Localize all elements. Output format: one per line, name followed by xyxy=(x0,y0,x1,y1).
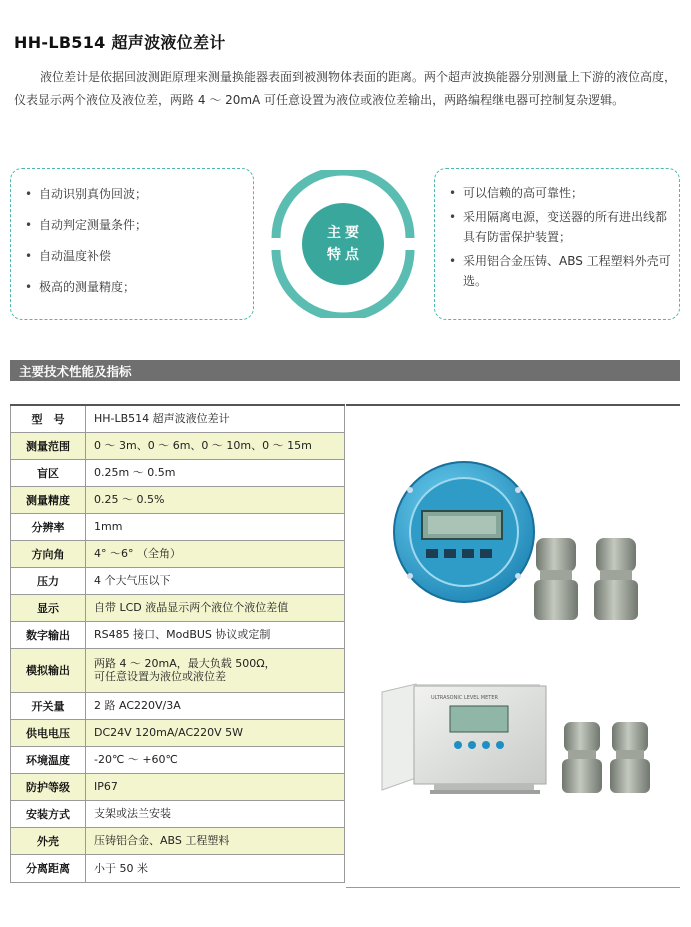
table-row xyxy=(11,648,345,692)
spec-label: 盲区 xyxy=(11,459,86,486)
ultrasonic-sensor-image xyxy=(610,722,650,793)
table-row xyxy=(11,459,345,486)
section-heading: 主要技术性能及指标 xyxy=(19,364,132,379)
spec-label: 数字输出 xyxy=(11,621,86,648)
spec-table xyxy=(10,404,345,883)
spec-value: 0 ～ 3m、0 ～ 6m、0 ～ 10m、0 ～ 15m xyxy=(86,432,345,459)
table-row xyxy=(11,567,345,594)
spec-label: 模拟输出 xyxy=(11,648,86,692)
features-center-badge xyxy=(302,203,384,285)
table-row xyxy=(11,513,345,540)
table-row xyxy=(11,719,345,746)
table-row xyxy=(11,773,345,800)
table-row xyxy=(11,486,345,513)
table-row xyxy=(11,540,345,567)
spec-value: HH-LB514 超声波液位差计 xyxy=(86,405,345,432)
spec-label: 测量范围 xyxy=(11,432,86,459)
spec-label: 方向角 xyxy=(11,540,86,567)
spec-value: RS485 接口、ModBUS 协议或定制 xyxy=(86,621,345,648)
spec-value: 4 个大气压以下 xyxy=(86,567,345,594)
table-row xyxy=(11,746,345,773)
spec-label: 型 号 xyxy=(11,405,86,432)
table-row xyxy=(11,827,345,854)
spec-value: 支架或法兰安装 xyxy=(86,800,345,827)
spec-label: 供电电压 xyxy=(11,719,86,746)
spec-label: 分辨率 xyxy=(11,513,86,540)
spec-label: 外壳 xyxy=(11,827,86,854)
ultrasonic-sensor-image xyxy=(534,538,578,620)
features-left-card xyxy=(10,168,254,320)
spec-value: 4° ～6° （全角） xyxy=(86,540,345,567)
table-row xyxy=(11,692,345,719)
spec-value: IP67 xyxy=(86,773,345,800)
spec-label: 分离距离 xyxy=(11,854,86,882)
features-center-line1: 主要 xyxy=(327,225,363,241)
ultrasonic-sensor-image xyxy=(594,538,638,620)
spec-label: 测量精度 xyxy=(11,486,86,513)
product-photos-panel xyxy=(346,404,680,888)
intro-paragraph: 液位差计是依据回波测距原理来测量换能器表面到被测物体表面的距离。两个超声波换能器分别测量上下游的液位高度，仪表显示两个液位及液位差，两路 4 ～ 20mA 可任意设置为液位或液位差输出，两路编程继电器可控制复杂逻辑。 xyxy=(14,70,677,107)
ultrasonic-sensor-image xyxy=(562,722,602,793)
round-meter-image xyxy=(394,462,534,602)
feature-item: • 自动温度补偿 xyxy=(25,247,253,265)
spec-value: 小于 50 米 xyxy=(86,854,345,882)
feature-item: • 自动识别真伪回波； xyxy=(25,185,253,203)
table-row xyxy=(11,405,345,432)
table-row xyxy=(11,594,345,621)
spec-value: 自带 LCD 液晶显示两个液位个液位差值 xyxy=(86,594,345,621)
feature-item: • 极高的测量精度； xyxy=(25,278,253,296)
spec-label: 环境温度 xyxy=(11,746,86,773)
spec-label: 防护等级 xyxy=(11,773,86,800)
spec-label: 安装方式 xyxy=(11,800,86,827)
section-heading-bar xyxy=(10,360,680,381)
table-row xyxy=(11,432,345,459)
table-row xyxy=(11,800,345,827)
spec-value: 1mm xyxy=(86,513,345,540)
spec-value: -20℃ ～ +60℃ xyxy=(86,746,345,773)
spec-label: 显示 xyxy=(11,594,86,621)
spec-value-line1: 两路 4 ～ 20mA，最大负载 500Ω， xyxy=(94,657,276,670)
product-illustration xyxy=(346,406,680,888)
spec-value xyxy=(86,648,345,692)
page-title: HH-LB514 超声波液位差计 xyxy=(14,33,226,52)
wall-mount-meter-image xyxy=(382,684,546,794)
spec-label: 压力 xyxy=(11,567,86,594)
spec-value: 0.25 ～ 0.5% xyxy=(86,486,345,513)
spec-value: 2 路 AC220V/3A xyxy=(86,692,345,719)
table-row xyxy=(11,854,345,882)
feature-item: • 可以信赖的高可靠性； xyxy=(449,183,671,204)
feature-item: • 自动判定测量条件； xyxy=(25,216,253,234)
features-right-card xyxy=(434,168,680,320)
spec-value-line2: 可任意设置为液位或液位差 xyxy=(94,670,226,683)
spec-value: 0.25m ～ 0.5m xyxy=(86,459,345,486)
spec-value: 压铸铝合金、ABS 工程塑料 xyxy=(86,827,345,854)
feature-item: • 采用隔离电源，变送器的所有进出线都具有防雷保护装置； xyxy=(449,207,671,248)
panel-caption: ULTRASONIC LEVEL METER xyxy=(431,695,498,701)
features-center-line2: 特点 xyxy=(327,247,363,263)
feature-item: • 采用铝合金压铸、ABS 工程塑料外壳可选。 xyxy=(449,251,671,292)
table-row xyxy=(11,621,345,648)
spec-label: 开关量 xyxy=(11,692,86,719)
spec-value: DC24V 120mA/AC220V 5W xyxy=(86,719,345,746)
